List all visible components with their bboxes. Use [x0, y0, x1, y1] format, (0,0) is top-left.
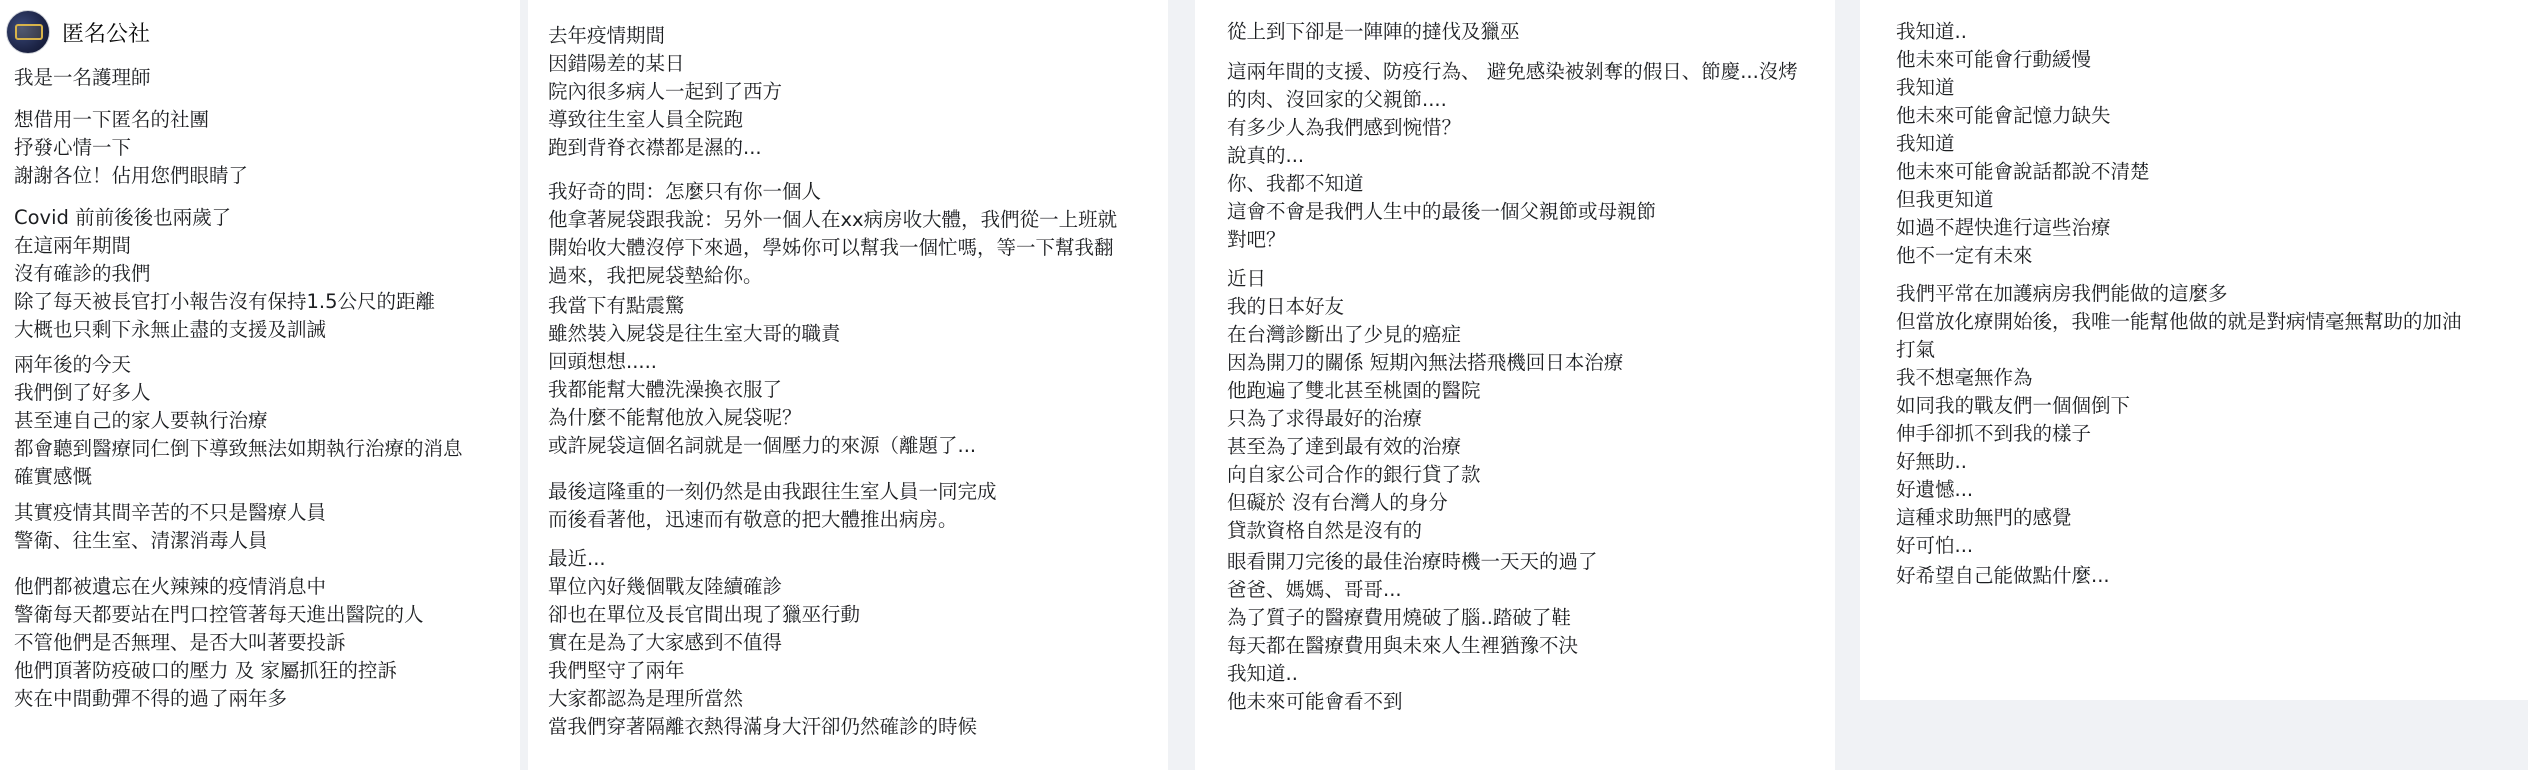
post-text-line: 但當放化療開始後，我唯一能幫他做的就是對病情毫無幫助的加油 [1896, 310, 2462, 333]
page-name[interactable]: 匿名公社 [62, 21, 151, 47]
post-text-line: 他未來可能會看不到 [1227, 690, 1403, 713]
post-text-line: 沒有確診的我們 [14, 262, 151, 285]
post-text-line: 因錯陽差的某日 [548, 52, 685, 75]
post-text-line: 不管他們是否無理、是否大叫著要投訴 [14, 631, 346, 654]
post-paragraph [1896, 18, 2528, 270]
post-text-line: 好希望自己能做點什麼... [1896, 564, 2110, 587]
post-text-line: 我都能幫大體洗澡換衣服了 [548, 378, 783, 401]
post-column-4 [1860, 0, 2528, 700]
post-text-line: 為了質子的醫療費用燒破了腦..踏破了鞋 [1227, 606, 1571, 629]
post-text-line: 我們堅守了兩年 [548, 659, 685, 682]
page-avatar[interactable] [6, 10, 50, 54]
post-text-line: 但我更知道 [1896, 188, 1994, 211]
post-paragraph [548, 22, 1168, 162]
post-text-line: 的肉、沒回家的父親節.... [1227, 88, 1447, 111]
post-paragraph [548, 545, 1168, 741]
post-text-line: 貸款資格自然是沒有的 [1227, 519, 1423, 542]
post-text-line: Covid 前前後後也兩歲了 [14, 206, 232, 229]
post-column-2 [528, 0, 1168, 745]
post-text-line: 抒發心情一下 [14, 136, 132, 159]
post-text-line: 跑到背脊衣襟都是濕的... [548, 136, 762, 159]
post-text-line: 夾在中間動彈不得的過了兩年多 [14, 687, 288, 710]
post-text-line: 好遺憾... [1896, 478, 1974, 501]
post-text-line: 我當下有點震驚 [548, 294, 685, 317]
post-paragraph [1227, 265, 1835, 545]
post-paragraph [1896, 562, 2528, 590]
post-text-line: 好可怕... [1896, 534, 1974, 557]
post-paragraph [548, 478, 1168, 534]
post-text-line: 確實感慨 [14, 465, 93, 488]
post-text-line: 大概也只剩下永無止盡的支援及訓誡 [14, 318, 327, 341]
post-text-line: 我知道.. [1896, 20, 1967, 43]
post-text-line: 對吧？ [1227, 228, 1286, 251]
post-text-line: 如同我的戰友們一個個倒下 [1896, 394, 2131, 417]
post-text-line: 卻也在單位及長官間出現了獵巫行動 [548, 603, 861, 626]
post-text-line: 回頭想想..... [548, 350, 657, 373]
post-text-line: 院內很多病人一起到了西方 [548, 80, 783, 103]
post-text-line: 雖然裝入屍袋是往生室大哥的職責 [548, 322, 841, 345]
post-text-line: 眼看開刀完後的最佳治療時機一天天的過了 [1227, 550, 1598, 573]
post-text-line: 而後看著他，迅速而有敬意的把大體推出病房。 [548, 508, 958, 531]
post-text-line: 警衛每天都要站在門口控管著每天進出醫院的人 [14, 603, 424, 626]
post-header [6, 6, 150, 58]
post-paragraph [548, 292, 1168, 460]
post-text-line: 他們頂著防疫破口的壓力 及 家屬抓狂的控訴 [14, 659, 397, 682]
post-text-line: 他未來可能會說話都說不清楚 [1896, 160, 2150, 183]
post-text-line: 甚至連自己的家人要執行治療 [14, 409, 268, 432]
post-text-line: 這兩年間的支援、防疫行為、 避免感染被剝奪的假日、節慶...沒烤 [1227, 60, 1798, 83]
post-text-line: 過來，我把屍袋墊給你。 [548, 264, 763, 287]
post-text-line: 當我們穿著隔離衣熱得滿身大汗卻仍然確診的時候 [548, 715, 978, 738]
post-text-line: 導致往生室人員全院跑 [548, 108, 744, 131]
post-text-line: 我不想毫無作為 [1896, 366, 2033, 389]
post-text-line: 他未來可能會記憶力缺失 [1896, 104, 2111, 127]
post-text-line: 他未來可能會行動緩慢 [1896, 48, 2092, 71]
post-text-line: 伸手卻抓不到我的樣子 [1896, 422, 2092, 445]
post-column-1 [0, 0, 520, 745]
post-text-line: 只為了求得最好的治療 [1227, 407, 1423, 430]
post-text-line: 近日 [1227, 267, 1267, 290]
post-paragraph [14, 351, 520, 491]
post-paragraph [1227, 548, 1835, 716]
post-column-3 [1195, 0, 1835, 745]
post-text-line: 如過不趕快進行這些治療 [1896, 216, 2111, 239]
post-text-line: 他們都被遺忘在火辣辣的疫情消息中 [14, 575, 327, 598]
post-text-line: 謝謝各位！佔用您們眼睛了 [14, 164, 249, 187]
anonymous-society-logo-icon [15, 24, 43, 40]
post-text-line: 我好奇的問：怎麼只有你一個人 [548, 180, 822, 203]
post-paragraph [1227, 18, 1835, 46]
post-text-line: 你、我都不知道 [1227, 172, 1364, 195]
post-paragraph [14, 204, 520, 344]
post-text-line: 我們倒了好多人 [14, 381, 151, 404]
post-text-line: 我知道 [1896, 76, 1955, 99]
post-paragraph [1227, 58, 1835, 254]
post-text-line: 或許屍袋這個名詞就是一個壓力的來源（離題了... [548, 434, 977, 457]
post-text-line: 有多少人為我們感到惋惜？ [1227, 116, 1462, 139]
post-text-line: 因為開刀的關係 短期內無法搭飛機回日本治療 [1227, 351, 1624, 374]
post-text-line: 在這兩年期間 [14, 234, 132, 257]
post-text-line: 最近... [548, 547, 606, 570]
post-text-line: 兩年後的今天 [14, 353, 132, 376]
post-paragraph [14, 499, 520, 555]
post-text-line: 這種求助無門的感覺 [1896, 506, 2072, 529]
post-text-line: 都會聽到醫療同仁倒下導致無法如期執行治療的消息 [14, 437, 463, 460]
post-text-line: 單位內好幾個戰友陸續確診 [548, 575, 783, 598]
post-text-line: 爸爸、媽媽、哥哥... [1227, 578, 1402, 601]
post-text-line: 說真的... [1227, 144, 1305, 167]
post-text-line: 但礙於 沒有台灣人的身分 [1227, 491, 1448, 514]
post-text-line: 打氣 [1896, 338, 1936, 361]
post-text-line: 他跑遍了雙北甚至桃園的醫院 [1227, 379, 1481, 402]
post-text-line: 每天都在醫療費用與未來人生裡猶豫不決 [1227, 634, 1579, 657]
post-text-line: 除了每天被長官打小報告沒有保持1.5公尺的距離 [14, 290, 436, 313]
post-text-line: 警衛、往生室、清潔消毒人員 [14, 529, 268, 552]
post-text-line: 大家都認為是理所當然 [548, 687, 744, 710]
post-text-line: 這會不會是我們人生中的最後一個父親節或母親節 [1227, 200, 1657, 223]
post-text-line: 從上到下卻是一陣陣的撻伐及獵巫 [1227, 20, 1520, 43]
post-text-line: 甚至為了達到最有效的治療 [1227, 435, 1462, 458]
post-text-line: 為什麼不能幫他放入屍袋呢？ [548, 406, 802, 429]
post-text-line: 向自家公司合作的銀行貸了款 [1227, 463, 1481, 486]
post-paragraph [14, 573, 520, 713]
post-text-line: 我們平常在加護病房我們能做的這麼多 [1896, 282, 2228, 305]
post-text-line: 我知道 [1896, 132, 1955, 155]
post-text-line: 他不一定有未來 [1896, 244, 2033, 267]
post-text-line: 我的日本好友 [1227, 295, 1345, 318]
post-text-line: 去年疫情期間 [548, 24, 666, 47]
post-text-line: 最後這隆重的一刻仍然是由我跟往生室人員一同完成 [548, 480, 997, 503]
post-text-line: 我是一名護理師 [14, 66, 151, 89]
post-text-line: 實在是為了大家感到不值得 [548, 631, 783, 654]
post-text-line: 其實疫情其間辛苦的不只是醫療人員 [14, 501, 327, 524]
post-paragraph [548, 178, 1168, 290]
post-paragraph [14, 64, 520, 92]
post-text-line: 想借用一下匿名的社團 [14, 108, 210, 131]
post-text-line: 好無助.. [1896, 450, 1967, 473]
post-text-line: 我知道.. [1227, 662, 1298, 685]
post-text-line: 在台灣診斷出了少見的癌症 [1227, 323, 1462, 346]
post-paragraph [14, 106, 520, 190]
post-text-line: 他拿著屍袋跟我說：另外一個人在xx病房收大體，我們從一上班就 [548, 208, 1118, 231]
post-paragraph [1896, 280, 2528, 560]
post-text-line: 開始收大體沒停下來過，學姊你可以幫我一個忙嗎，等一下幫我翻 [548, 236, 1114, 259]
